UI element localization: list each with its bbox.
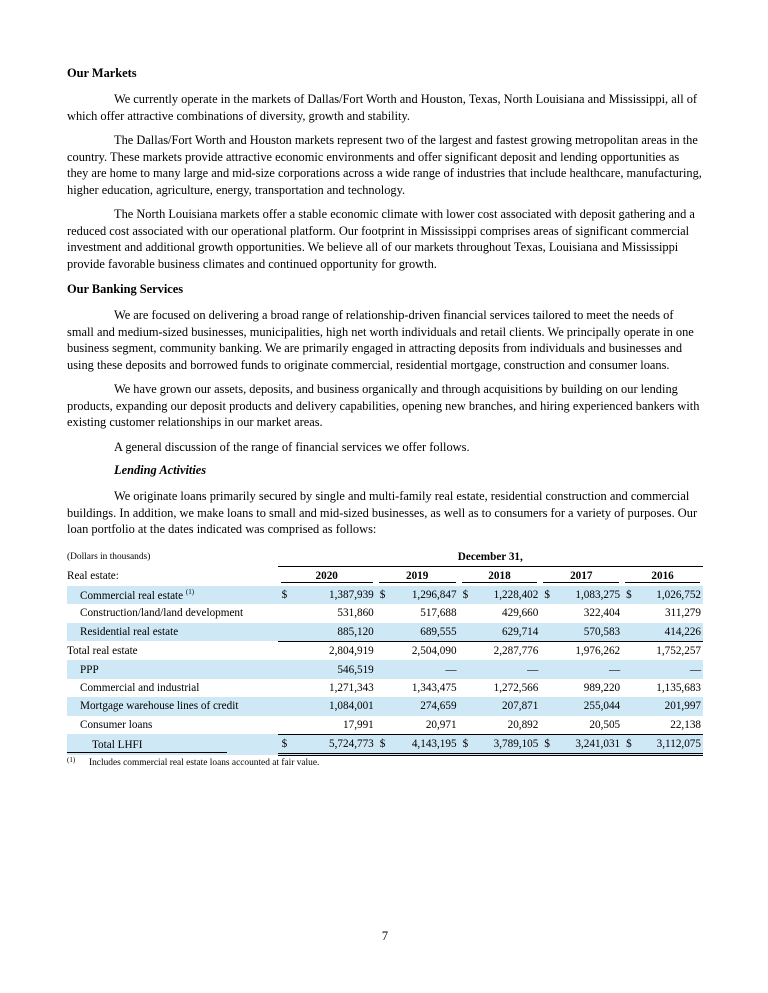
- cell-value: 1,272,566: [493, 681, 539, 694]
- currency-symbol: [376, 641, 390, 660]
- cell-value: 1,976,262: [575, 645, 621, 658]
- section-heading-our-markets: Our Markets: [67, 66, 137, 80]
- cell-value: 1,084,001: [292, 697, 376, 715]
- currency-symbol: [622, 679, 636, 697]
- currency-symbol: [459, 716, 473, 735]
- currency-symbol: [540, 697, 554, 715]
- currency-symbol: [278, 604, 292, 622]
- currency-symbol: [540, 660, 554, 678]
- row-label: PPP: [67, 660, 278, 678]
- cell-value: 3,789,105: [473, 734, 540, 754]
- paragraph: We are focused on delivering a broad range of relationship-driven financial services tailored to meet the needs of small and medium-sized businesses, municipalities, high net worth individuals and retail clients. We principally operate in one business segment, community banking. We are primarily engaged in attracting deposits from individuals and businesses and using these deposits and borrowed funds to originate commercial, residential mortgage, construction and consumer loans.: [67, 308, 694, 372]
- year-header: 2020: [278, 567, 376, 586]
- year-header: 2017: [540, 567, 622, 586]
- cell-value: —: [473, 660, 540, 678]
- currency-symbol: $: [622, 586, 636, 604]
- cell-value: 2,287,776: [493, 645, 539, 658]
- currency-symbol: [459, 604, 473, 622]
- currency-symbol: $: [540, 734, 554, 754]
- page-number: 7: [381, 929, 389, 943]
- paragraph: The North Louisiana markets offer a stable economic climate with lower cost associated with deposit gathering and a reduced cost associated with our operational platform. Our footprint in Mississippi comprises areas of significant commercial investment and additional growth opportunities. We believe all of our markets throughout Texas, Louisiana and Mississippi provide favorable business climates and continued opportunity for growth.: [67, 207, 695, 271]
- currency-symbol: [376, 679, 390, 697]
- footnote-ref: (1): [185, 587, 195, 596]
- cell-value: 311,279: [665, 607, 701, 620]
- currency-symbol: [376, 697, 390, 715]
- cell-value: 201,997: [636, 697, 703, 715]
- cell-value: 5,724,773: [292, 734, 376, 754]
- currency-symbol: [459, 660, 473, 678]
- cell-value: 255,044: [555, 697, 622, 715]
- currency-symbol: [459, 623, 473, 642]
- row-label: Construction/land/land development: [80, 607, 244, 620]
- currency-symbol: [622, 716, 636, 735]
- cell-value: 4,143,195: [390, 734, 459, 754]
- cell-value: —: [636, 660, 703, 678]
- cell-value: 1,026,752: [636, 586, 703, 604]
- table-row: [67, 679, 703, 697]
- cell-value: 20,971: [390, 716, 459, 735]
- cell-value: 322,404: [583, 607, 621, 620]
- cell-value: 531,860: [337, 607, 374, 620]
- paragraph: The Dallas/Fort Worth and Houston markets represent two of the largest and fastest growing metropolitan areas in the country. These markets provide attractive economic environments and offer significant deposit and lending opportunities as they are home to many large and mid-size corporations across a wide range of industries that include healthcare, manufacturing, higher education, agriculture, energy, transportation and technology.: [67, 133, 702, 197]
- currency-symbol: [278, 697, 292, 715]
- row-label: Consumer loans: [80, 718, 153, 731]
- cell-value: 1,083,275: [555, 586, 622, 604]
- currency-symbol: [278, 641, 292, 660]
- cell-value: 517,688: [420, 607, 457, 620]
- cell-value: 1,228,402: [473, 586, 540, 604]
- currency-symbol: [278, 679, 292, 697]
- footnote-divider: [67, 752, 227, 753]
- cell-value: —: [390, 660, 459, 678]
- loan-portfolio-table: [67, 548, 703, 756]
- paragraph: We currently operate in the markets of Dallas/Fort Worth and Houston, Texas, North Louisiana and Mississippi, all of which offer attractive combinations of diversity, growth and stability.: [67, 92, 698, 123]
- cell-value: 1,752,257: [656, 645, 701, 658]
- cell-value: 20,892: [473, 716, 540, 735]
- currency-symbol: [376, 660, 390, 678]
- currency-symbol: $: [622, 734, 636, 754]
- currency-symbol: [459, 679, 473, 697]
- currency-symbol: [622, 641, 636, 660]
- currency-symbol: [540, 623, 554, 642]
- currency-symbol: [540, 716, 554, 735]
- cell-value: —: [555, 660, 622, 678]
- cell-value: 207,871: [473, 697, 540, 715]
- year-header: 2018: [459, 567, 541, 586]
- row-label: Total real estate: [67, 644, 138, 657]
- currency-symbol: [376, 623, 390, 642]
- footnote-mark: (1): [67, 756, 76, 764]
- currency-symbol: [459, 641, 473, 660]
- row-label: Commercial and industrial: [80, 681, 200, 694]
- subheading-lending-activities: Lending Activities: [114, 463, 207, 477]
- cell-value: 20,505: [555, 716, 622, 735]
- currency-symbol: [459, 697, 473, 715]
- currency-symbol: [540, 604, 554, 622]
- currency-symbol: $: [540, 586, 554, 604]
- currency-symbol: [540, 641, 554, 660]
- row-label: Total LHFI: [67, 734, 278, 754]
- currency-symbol: $: [278, 586, 292, 604]
- year-header: 2016: [622, 567, 703, 586]
- cell-value: 3,241,031: [555, 734, 622, 754]
- table-year-row: [67, 567, 703, 586]
- period-header: December 31,: [278, 548, 703, 567]
- footnote-text: Includes commercial real estate loans accounted at fair value.: [89, 758, 320, 768]
- currency-symbol: [622, 660, 636, 678]
- cell-value: 885,120: [292, 623, 376, 642]
- cell-value: 2,804,919: [329, 645, 374, 658]
- cell-value: 1,135,683: [656, 681, 701, 694]
- currency-symbol: [622, 604, 636, 622]
- currency-symbol: $: [459, 734, 473, 754]
- paragraph: We have grown our assets, deposits, and business organically and through acquisitions by building on our lending products, expanding our deposit products and delivery capabilities, opening new branches, and hiring experienced bankers with existing customer relationships in our market areas.: [67, 382, 700, 430]
- paragraph: A general discussion of the range of financial services we offer follows.: [114, 440, 470, 454]
- currency-symbol: $: [459, 586, 473, 604]
- row-label: Commercial real estate $^{(1)}$: [67, 586, 278, 604]
- table-row: [67, 716, 703, 735]
- currency-symbol: $: [376, 586, 390, 604]
- currency-symbol: [278, 716, 292, 735]
- cell-value: 1,271,343: [329, 681, 374, 694]
- table-row: [67, 641, 703, 660]
- currency-symbol: [278, 660, 292, 678]
- cell-value: 989,220: [583, 681, 621, 694]
- table-row: [67, 623, 703, 642]
- cell-value: 429,660: [502, 607, 539, 620]
- table-row: [67, 660, 703, 678]
- cell-value: 1,387,939: [292, 586, 376, 604]
- row-label: Residential real estate: [67, 623, 278, 642]
- currency-symbol: $: [376, 734, 390, 754]
- currency-symbol: [278, 623, 292, 642]
- units-label: (Dollars in thousands): [67, 552, 151, 563]
- currency-symbol: [376, 604, 390, 622]
- currency-symbol: $: [278, 734, 292, 754]
- cell-value: 17,991: [292, 716, 376, 735]
- currency-symbol: [622, 623, 636, 642]
- cell-value: 22,138: [636, 716, 703, 735]
- currency-symbol: [376, 716, 390, 735]
- cell-value: 689,555: [390, 623, 459, 642]
- cell-value: 1,343,475: [411, 681, 457, 694]
- table-header-row: [67, 548, 703, 567]
- section-label: Real estate:: [67, 570, 119, 583]
- cell-value: 3,112,075: [636, 734, 703, 754]
- cell-value: 2,504,090: [411, 645, 457, 658]
- table-row: [67, 697, 703, 715]
- cell-value: 570,583: [555, 623, 622, 642]
- table-row: [67, 604, 703, 622]
- cell-value: 1,296,847: [390, 586, 459, 604]
- table-row: [67, 586, 703, 604]
- cell-value: 274,659: [390, 697, 459, 715]
- section-heading-our-banking-services: Our Banking Services: [67, 282, 184, 296]
- row-label: Mortgage warehouse lines of credit: [67, 697, 278, 715]
- year-header: 2019: [376, 567, 459, 586]
- currency-symbol: [622, 697, 636, 715]
- cell-value: 414,226: [636, 623, 703, 642]
- currency-symbol: [540, 679, 554, 697]
- footnote: [67, 756, 319, 768]
- cell-value: 629,714: [473, 623, 540, 642]
- paragraph: We originate loans primarily secured by single and multi-family real estate, residential construction and commercial buildings. In addition, we make loans to small and mid-sized businesses, as well as to consumers for a variety of purposes. Our loan portfolio at the dates indicated was comprised as follows:: [67, 489, 698, 537]
- cell-value: 546,519: [292, 660, 376, 678]
